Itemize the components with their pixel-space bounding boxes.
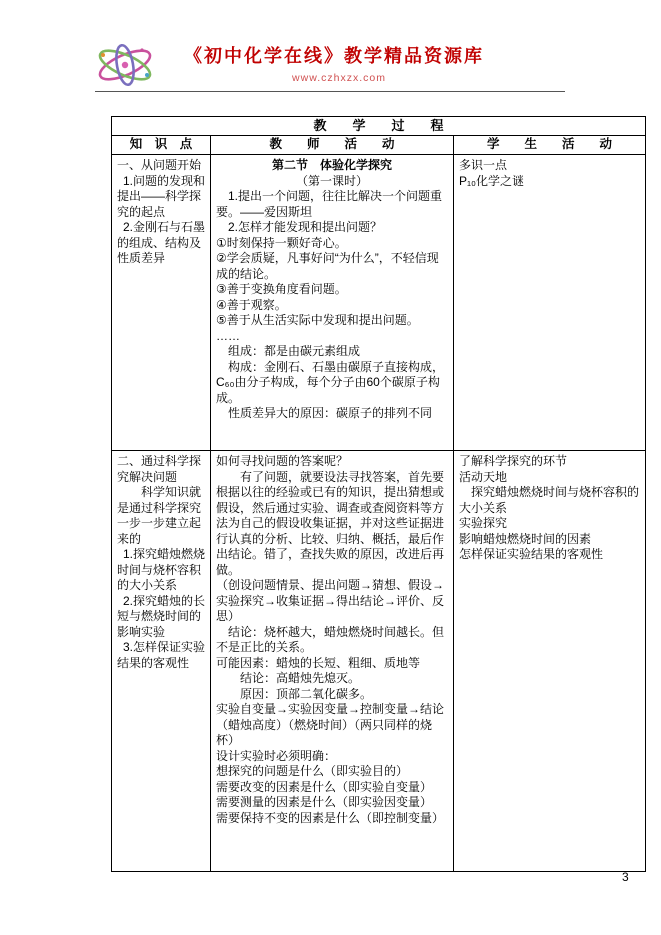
teacher-paragraph: 结论：烧杯越大，蜡烛燃烧时间越长。但不是正比的关系。 — [216, 624, 445, 654]
site-title: 《初中化学在线》教学精品资源库 — [184, 46, 484, 66]
column-header-student: 学 生 活 动 — [454, 136, 646, 155]
method-item: ①时刻保持一颗好奇心。 — [216, 235, 347, 250]
design-item: 想探究的问题是什么（即实验目的） — [216, 764, 409, 778]
knowledge-point: 2.探究蜡烛的长短与燃烧时间的影响实验 — [117, 593, 206, 639]
teacher-cell-section1 — [211, 155, 454, 451]
knowledge-cell-section1 — [112, 155, 211, 451]
student-activity: 怎样保证实验结果的客观性 — [459, 547, 604, 561]
teacher-paragraph: （创设问题情景、提出问题→猜想、假设→实验探究→收集证据→得出结论→评价、反思） — [216, 578, 445, 623]
teacher-cell-section2 — [211, 451, 454, 872]
teacher-paragraph: 1.提出一个问题，往往比解决一个问题重要。——爱因斯坦 — [216, 189, 443, 219]
teacher-paragraph: 结论：高蜡烛先熄灭。 — [240, 671, 361, 685]
teacher-paragraph: 可能因素：蜡烛的长短、粗细、质地等 — [216, 655, 421, 670]
table-title-row — [112, 117, 646, 136]
lesson-heading: 第二节 体验化学探究 — [271, 158, 392, 172]
method-item: ③善于变换角度看问题。 — [216, 282, 347, 296]
knowledge-point: 一、从问题开始 — [117, 158, 202, 172]
knowledge-cell-section2 — [112, 451, 211, 872]
teacher-paragraph: 如何寻找问题的答案呢？ — [216, 454, 349, 468]
table-title: 教 学 过 程 — [112, 117, 646, 136]
site-header — [92, 42, 494, 88]
column-header-teacher: 教 师 活 动 — [211, 136, 454, 155]
site-header-text — [184, 42, 494, 84]
student-activity: 了解科学探究的环节 — [459, 454, 568, 468]
student-activity: 影响蜡烛燃烧时间的因素 — [459, 531, 592, 546]
student-cell-section1 — [454, 155, 646, 451]
student-cell-section2 — [454, 451, 646, 872]
teacher-paragraph: 性质差异大的原因：碳原子的排列不同 — [228, 406, 433, 420]
knowledge-point: 科学知识就是通过科学探究一步一步建立起来的 — [117, 485, 202, 546]
teacher-paragraph: 构成：金刚石、石墨由碳原子直接构成，C₆₀由分子构成，每个分子由60个碳原子构成。 — [216, 359, 445, 405]
page-number: 3 — [622, 870, 629, 884]
knowledge-point: 1.问题的发现和提出——科学探究的起点 — [117, 173, 206, 219]
table-header-row — [112, 136, 646, 155]
method-item: ④善于观察。 — [216, 297, 287, 312]
table-row-section2 — [112, 451, 646, 872]
table-row-section1 — [112, 155, 646, 451]
teacher-paragraph: 2.怎样才能发现和提出问题？ — [228, 220, 383, 234]
knowledge-point: 1.探究蜡烛燃烧时间与烧杯容积的大小关系 — [117, 547, 206, 592]
design-item: 需要改变的因素是什么（即实验自变量） — [216, 779, 433, 794]
header-divider — [95, 91, 565, 92]
design-item: 需要测量的因素是什么（即实验因变量） — [216, 795, 433, 809]
ellipsis-text: …… — [216, 328, 240, 343]
student-activity: 多识一点 — [459, 158, 508, 172]
teacher-paragraph: 组成：都是由碳元素组成 — [228, 344, 361, 358]
teacher-paragraph: 有了问题，就要设法寻找答案，首先要根据以往的经验或已有的知识，提出猜想或假设，然后通过实验、调查或查阅资料等方法为自己的假设收集证据，并对这些证据进行认真的分析、比较、归纳、概括，最后作出结论。错了，查找失败的原因，改进后再做。 — [216, 469, 445, 577]
column-header-knowledge: 知 识 点 — [112, 136, 211, 155]
method-item: ②学会质疑，凡事好问“为什么”，不轻信现成的结论。 — [216, 251, 439, 281]
knowledge-point: 2.金刚石与石墨的组成、结构及性质差异 — [117, 220, 206, 265]
teacher-paragraph: （蜡烛高度）（燃烧时间）（两只同样的烧杯） — [216, 717, 433, 747]
atom-logo-icon — [92, 42, 158, 88]
student-activity: P₁₀化学之谜 — [459, 173, 525, 188]
knowledge-point: 3.怎样保证实验结果的客观性 — [117, 640, 206, 670]
site-url-link[interactable]: www.czhxzx.com — [292, 72, 386, 84]
teacher-paragraph: 原因：顶部二氧化碳多。 — [240, 686, 373, 701]
teacher-paragraph: 设计实验时必须明确： — [216, 748, 337, 763]
method-item: ⑤善于从生活实际中发现和提出问题。 — [216, 313, 419, 327]
lesson-subheading: （第一课时） — [295, 173, 368, 188]
teacher-paragraph: 实验自变量→实验因变量→控制变量→结论 — [216, 702, 445, 716]
design-item: 需要保持不变的因素是什么（即控制变量） — [216, 810, 445, 825]
student-activity: 实验探究 — [459, 516, 508, 530]
student-activity: 活动天地 — [459, 469, 508, 484]
knowledge-point: 二、通过科学探究解决问题 — [117, 454, 202, 484]
student-activity: 探究蜡烛燃烧时间与烧杯容积的大小关系 — [459, 485, 640, 515]
teaching-process-table — [111, 116, 646, 872]
